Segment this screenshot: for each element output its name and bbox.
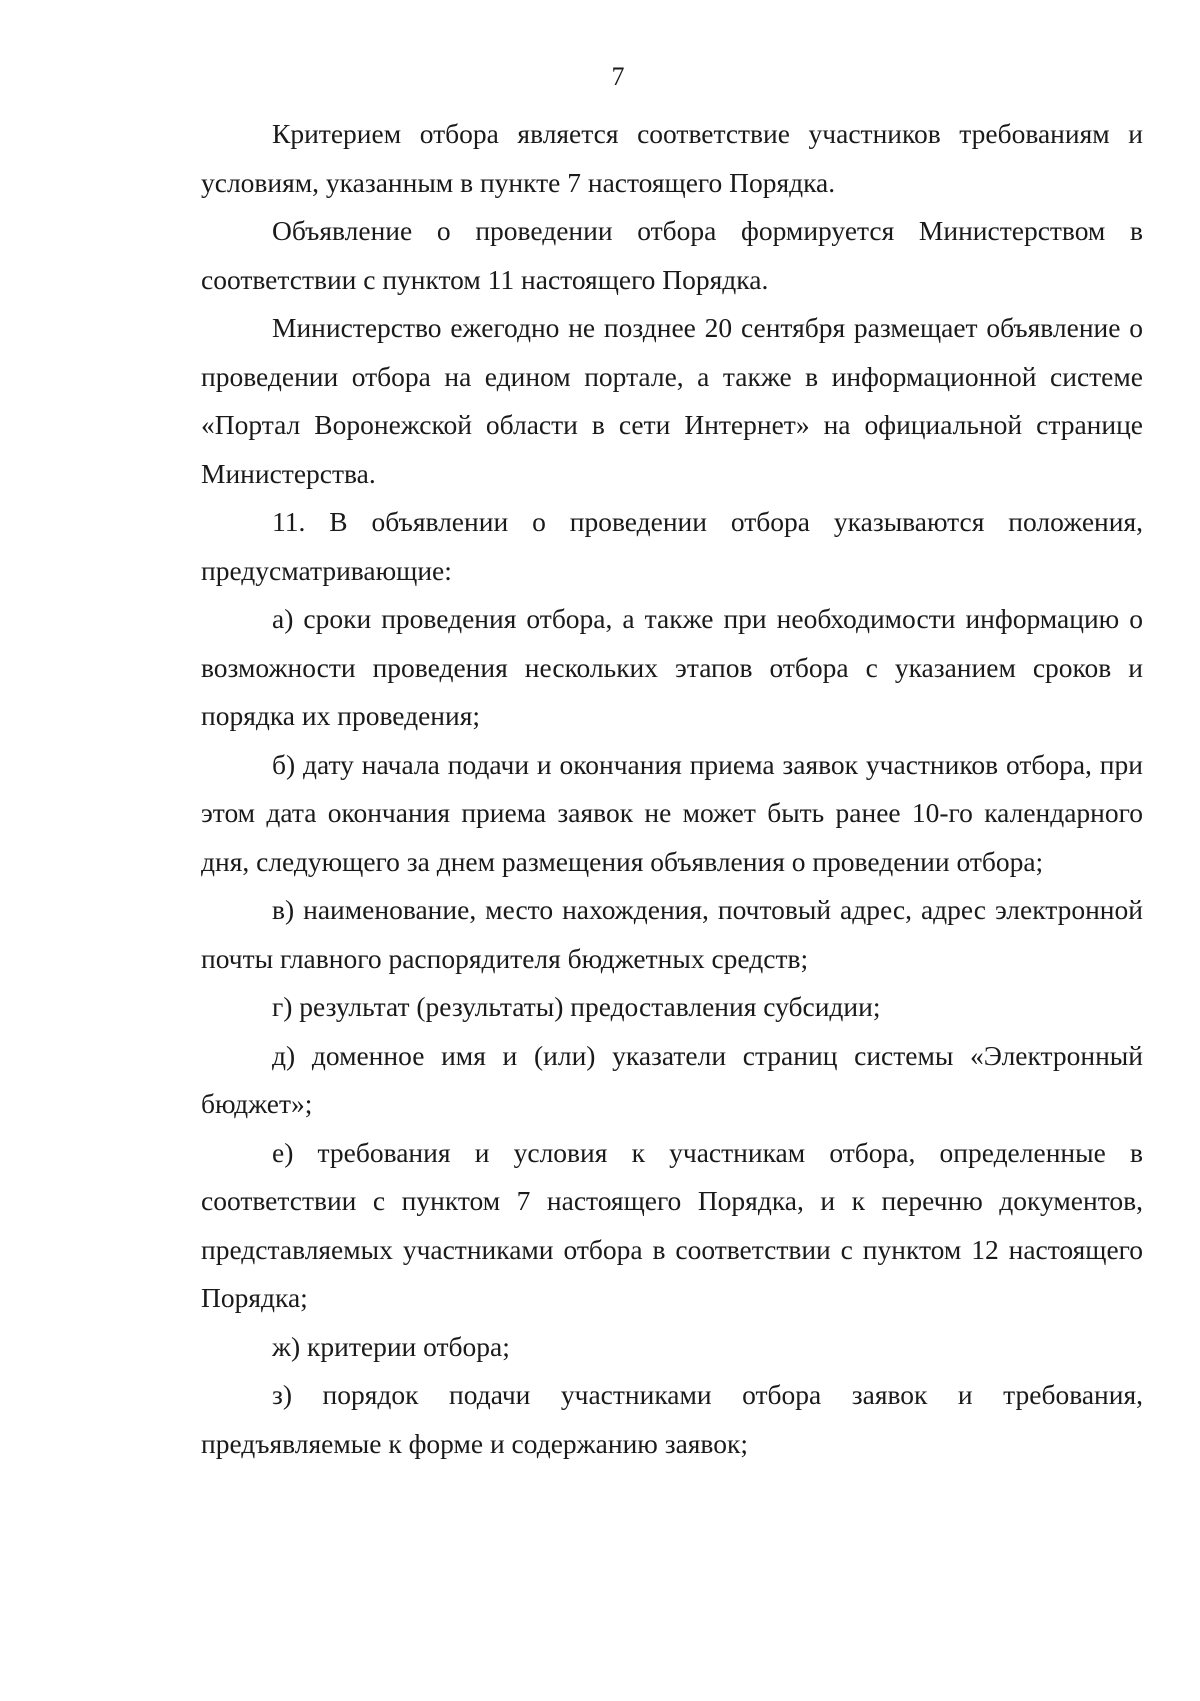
document-body	[201, 110, 1143, 1468]
paragraph-item-e: е) требования и условия к участникам отбора, определенные в соответствии с пунктом 7 настоящего Порядка, и к перечню документов, представляемых участниками отбора в соответствии с пунктом 12 настоящего Порядка;	[201, 1136, 1143, 1313]
paragraph-item-v: в) наименование, место нахождения, почтовый адрес, адрес электронной почты главного распорядителя бюджетных средств;	[201, 894, 1143, 974]
paragraph-item-a: а) сроки проведения отбора, а также при необходимости информацию о возможности проведения нескольких этапов отбора с указанием сроков и порядка их проведения;	[201, 603, 1143, 731]
paragraph-announcement-formation: Объявление о проведении отбора формируется Министерством в соответствии с пунктом 11 настоящего Порядка.	[201, 215, 1143, 295]
paragraph-item-z: з) порядок подачи участниками отбора заявок и требования, предъявляемые к форме и содержанию заявок;	[201, 1379, 1143, 1459]
paragraph-item-11: 11. В объявлении о проведении отбора указываются положения, предусматривающие:	[201, 506, 1143, 586]
page-number: 7	[611, 62, 625, 91]
paragraph-announcement-publication: Министерство ежегодно не позднее 20 сентября размещает объявление о проведении отбора на едином портале, а также в информационной системе «Портал Воронежской области в сети Интернет» на официальной странице Министерства.	[201, 312, 1143, 489]
paragraph-item-g: г) результат (результаты) предоставления субсидии;	[272, 991, 881, 1022]
paragraph-item-d: д) доменное имя и (или) указатели страниц системы «Электронный бюджет»;	[201, 1039, 1143, 1119]
paragraph-item-b: б) дату начала подачи и окончания приема заявок участников отбора, при этом дата окончания приема заявок не может быть ранее 10-го календарного дня, следующего за днем размещения объявления о проведении отбора;	[201, 748, 1143, 877]
paragraph-selection-criterion: Критерием отбора является соответствие участников требованиям и условиям, указанным в пункте 7 настоящего Порядка.	[201, 118, 1143, 198]
paragraph-item-zh: ж) критерии отбора;	[272, 1330, 510, 1362]
